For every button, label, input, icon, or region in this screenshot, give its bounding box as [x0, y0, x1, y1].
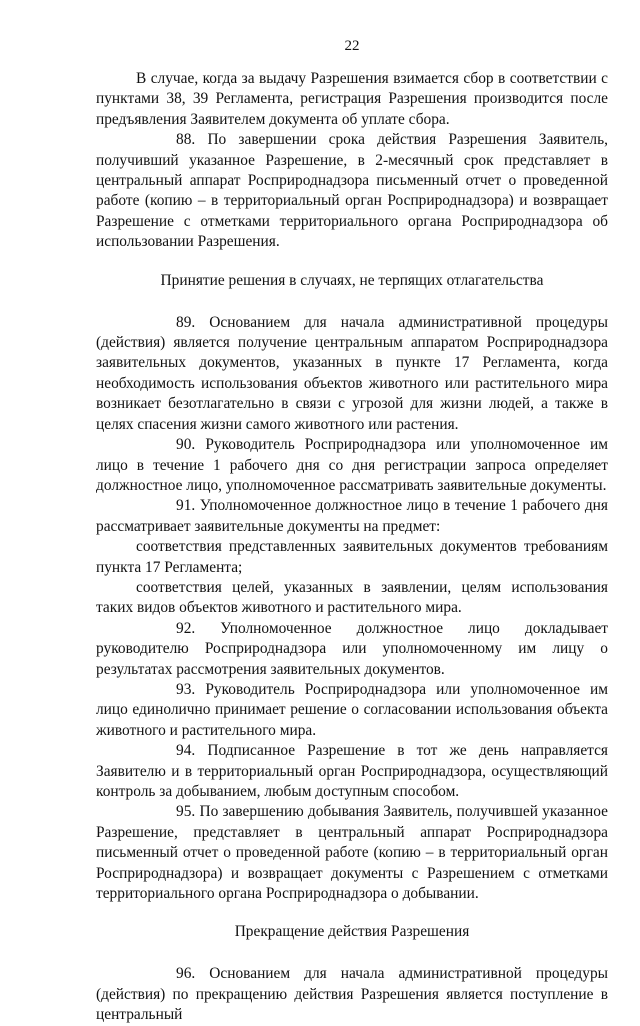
paragraph — [96, 69, 608, 130]
paragraph-number: 88. — [176, 131, 196, 149]
paragraph-89 — [96, 313, 608, 435]
paragraph-text: соответствия представленных заявительных документов требованиям пункта 17 Регламента; — [96, 538, 608, 576]
paragraph-91 — [96, 496, 608, 537]
page-number: 22 — [344, 38, 360, 54]
paragraph-number: 94. — [176, 742, 196, 760]
paragraph-text: Подписанное Разрешение в тот же день направляется Заявителю и в территориальный орган Росприроднадзора, осуществляющий контроль за добыванием, любым доступным способом. — [96, 742, 608, 800]
paragraph-number: 95. — [176, 803, 196, 821]
paragraph-text: Уполномоченное должностное лицо в течение 1 рабочего дня рассматривает заявительные документы на предмет: — [96, 497, 608, 535]
paragraph-text: По завершении срока действия Разрешения Заявитель, получивший указанное Разрешение, в 2-месячный срок представляет в центральный аппарат Росприроднадзора письменный отчет о проведенной работе (копию – в территориальный орган Росприроднадзора) и возвращает Разрешение с отметками территориального органа Росприроднадзора об использовании Разрешения. — [96, 131, 608, 251]
paragraph-number: 93. — [176, 680, 196, 698]
paragraph-text: Основанием для начала административной процедуры (действия) является получение центральным аппаратом Росприроднадзора заявительных документов, указанных в пункте 17 Регламента, когда необходимость использования объектов животного или растительного мира возникает безотлагательно в связи с угрозой для жизни людей, а также в целях спасения жизни самого животного или растения. — [96, 313, 608, 433]
paragraph-96 — [96, 964, 608, 1025]
paragraph-95 — [96, 802, 608, 904]
paragraph — [96, 537, 608, 578]
paragraph-text: Руководитель Росприроднадзора или уполномоченное им лицо единолично принимает решение о согласовании использования объекта животного и растительного мира. — [96, 680, 608, 739]
paragraph-number: 89. — [176, 313, 196, 331]
paragraph-number: 90. — [176, 436, 196, 454]
paragraph-text: По завершению добывания Заявитель, получившей указанное Разрешение, представляет в центральный аппарат Росприроднадзора письменный отчет о проведенной работе (копию – в территориальный орган Росприроднадзора) и возвращает документы с Разрешением с отметками территориального органа Росприроднадзора о добывании. — [96, 803, 608, 903]
paragraph-88 — [96, 130, 608, 252]
section-heading: Принятие решения в случаях, не терпящих отлагательства — [160, 271, 544, 289]
paragraph-text: В случае, когда за выдачу Разрешения взимается сбор в соответствии с пунктами 38, 39 Регламента, регистрация Разрешения производится после предъявления Заявителем документа об уплате сбора. — [96, 70, 608, 128]
paragraph-number: 91. — [176, 497, 196, 515]
paragraph-92 — [96, 619, 608, 680]
paragraph-number: 92. — [176, 619, 196, 637]
paragraph-90 — [96, 435, 608, 496]
paragraph-93 — [96, 680, 608, 741]
paragraph-94 — [96, 741, 608, 802]
paragraph-text: Руководитель Росприроднадзора или уполномоченное им лицо в течение 1 рабочего дня со дня регистрации запроса определяет должностное лицо, уполномоченное рассматривать заявительные документы. — [96, 436, 608, 494]
paragraph-number: 96. — [176, 965, 196, 983]
paragraph-text: Уполномоченное должностное лицо докладывает руководителю Росприроднадзора или уполномоченному им лицу о результатах рассмотрения заявительных документов. — [96, 619, 608, 678]
section-heading: Прекращение действия Разрешения — [234, 923, 470, 941]
paragraph-text: соответствия целей, указанных в заявлении, целям использования таких видов объектов животного и растительного мира. — [96, 578, 608, 617]
paragraph — [96, 578, 608, 619]
paragraph-text: Основанием для начала административной процедуры (действия) по прекращению действия Разрешения является поступление в центральный — [96, 965, 608, 1024]
